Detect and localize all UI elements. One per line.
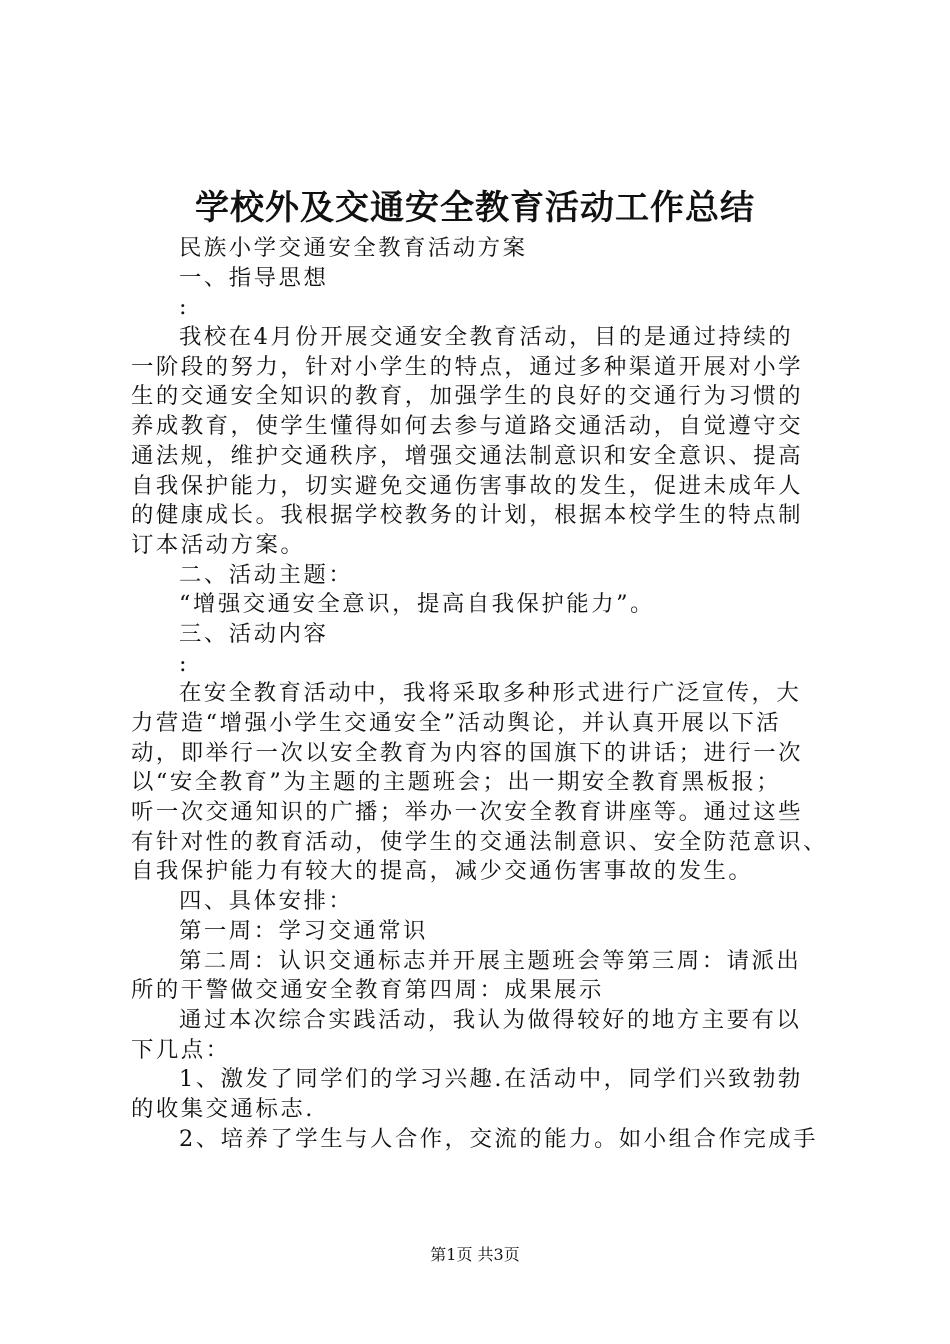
body-line: 有针对性的教育活动，使学生的交通法制意识、安全防范意识、 [131,828,828,855]
body-line: 自我保护能力，切实避免交通伤害事故的发生，促进未成年人 [131,472,804,499]
section-heading: 四、具体安排： [179,888,354,915]
body-line: 订本活动方案。 [131,531,306,558]
document-title: 学校外及交通安全教育活动工作总结 [195,188,755,228]
body-line: 我校在4月份开展交通安全教育活动，目的是通过持续的 [179,324,794,351]
body-line: 动，即举行一次以安全教育为内容的国旗下的讲话；进行一次 [131,739,804,766]
body-line: 听一次交通知识的广播；举办一次安全教育讲座等。通过这些 [131,799,804,826]
section-heading: 二、活动主题： [179,561,354,588]
page-footer: 第1页 共3页 [430,1245,520,1264]
body-line: 自我保护能力有较大的提高，减少交通伤害事故的发生。 [131,858,754,885]
body-line: 以“安全教育”为主题的主题班会；出一期安全教育黑板报； [131,769,782,796]
body-line: 1、激发了同学们的学习兴趣.在活动中，同学们兴致勃勃 [179,1066,803,1093]
document-body [131,234,831,1154]
body-line: 所的干警做交通安全教育第四周：成果展示 [131,977,604,1004]
body-line: 养成教育，使学生懂得如何去参与道路交通活动，自觉遵守交 [131,413,804,440]
body-line: 2、培养了学生与人合作，交流的能力。如小组合作完成手 [179,1125,819,1152]
body-line: 民族小学交通安全教育活动方案 [179,235,528,261]
section-heading: 一、指导思想 [179,264,329,291]
body-line: 力营造“增强小学生交通安全”活动舆论，并认真开展以下活 [131,710,782,736]
section-heading: 三、活动内容 [179,620,329,647]
body-line: 的健康成长。我根据学校教务的计划，根据本校学生的特点制 [131,502,804,529]
body-line: 通法规，维护交通秩序，增强交通法制意识和安全意识、提高 [131,442,804,469]
body-line: : [179,294,190,321]
body-line: 的收集交通标志. [131,1095,315,1122]
body-line: 在安全教育活动中，我将采取多种形式进行广泛宣传，大 [179,680,802,707]
body-line: : [179,650,190,677]
body-line: 第二周：认识交通标志并开展主题班会等第三周：请派出 [179,947,802,974]
body-line: 一阶段的努力，针对小学生的特点，通过多种渠道开展对小学 [131,353,804,380]
body-line: 第一周：学习交通常识 [179,917,428,944]
body-line: 生的交通安全知识的教育，加强学生的良好的交通行为习惯的 [131,383,804,410]
body-line: 通过本次综合实践活动，我认为做得较好的地方主要有以 [179,1006,802,1033]
body-line: “增强交通安全意识，提高自我保护能力”。 [179,591,655,618]
body-line: 下几点： [131,1036,231,1063]
